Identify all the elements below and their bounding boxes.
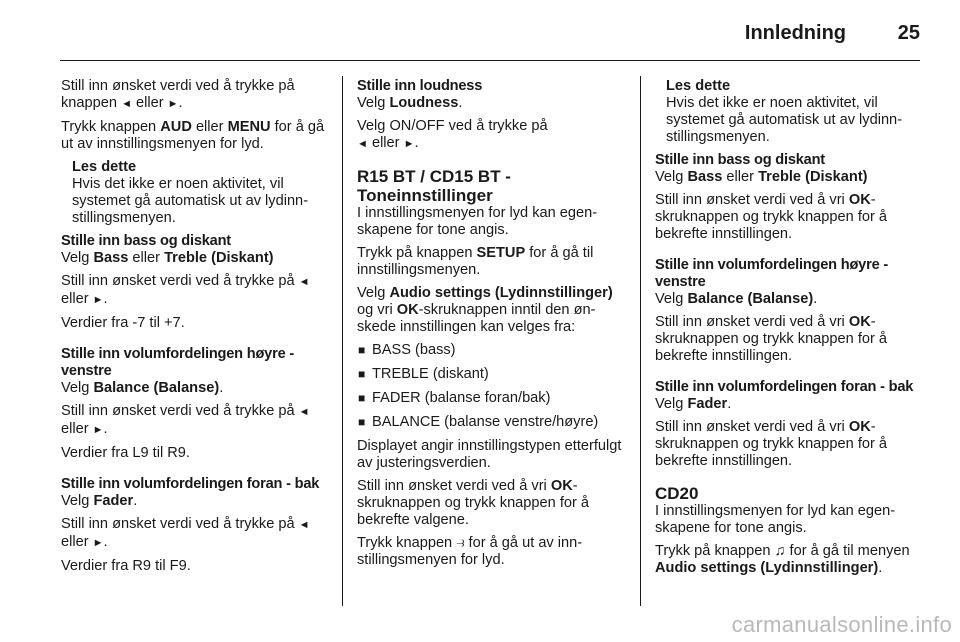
right-arrow-icon: ► bbox=[167, 98, 179, 110]
paragraph: Velg Balance (Balanse). bbox=[655, 291, 818, 307]
note-icon: ♫ bbox=[774, 543, 786, 559]
paragraph: Trykk på knappen ♫ for å gå til menyen Audio settings (Lydinnstillinger). bbox=[655, 543, 910, 576]
paragraph: Displayet angir innstillingstypen etterfulgt av justeringsverdien. bbox=[357, 438, 622, 471]
right-arrow-icon: ► bbox=[92, 537, 104, 549]
paragraph: Still inn ønsket verdi ved å vri OK-skruknappen og trykk knappen for å bekrefte innstillingen. bbox=[655, 314, 888, 364]
right-arrow-icon: ► bbox=[92, 424, 104, 436]
bullet-icon: ■ bbox=[358, 367, 366, 381]
list-item: ■ BASS (bass) bbox=[358, 342, 456, 358]
bullet-icon: ■ bbox=[358, 415, 366, 429]
paragraph: Trykk på knappen SETUP for å gå til innstillingsmenyen. bbox=[357, 245, 594, 278]
paragraph: I innstillingsmenyen for lyd kan egenskapene for tone angis. bbox=[655, 503, 896, 536]
note-title: Les dette bbox=[72, 159, 137, 175]
right-arrow-icon: ► bbox=[403, 138, 415, 150]
left-arrow-icon: ◄ bbox=[298, 406, 310, 418]
note-text: Hvis det ikke er noen aktivitet, vil systemet gå automatisk ut av lydinnstillingsmenyen. bbox=[72, 176, 309, 226]
list-item: ■ BALANCE (balanse venstre/høyre) bbox=[358, 414, 599, 430]
setup-key: SETUP bbox=[476, 245, 526, 261]
paragraph: Trykk knappen AUD eller MENU for å gå ut av innstillingsmenyen for lyd. bbox=[61, 119, 325, 152]
paragraph: Verdier fra L9 til R9. bbox=[61, 445, 190, 461]
column-divider bbox=[342, 76, 343, 606]
bullet-icon: ■ bbox=[358, 391, 366, 405]
paragraph: Velg Audio settings (Lydinnstillinger) og vri OK-skruknappen inntil den ønskede innstillingen kan velges fra: bbox=[357, 285, 613, 335]
subheading: Stille inn volumfordelingen høyre - venstre bbox=[61, 346, 295, 379]
paragraph: Velg Fader. bbox=[61, 493, 138, 509]
paragraph: Still inn ønsket verdi ved å trykke på ◄ eller ►. bbox=[61, 403, 310, 437]
paragraph: Velg Balance (Balanse). bbox=[61, 380, 224, 396]
left-arrow-icon: ◄ bbox=[298, 276, 310, 288]
subheading: Stille inn bass og diskant bbox=[655, 152, 825, 168]
paragraph: Verdier fra -7 til +7. bbox=[61, 315, 185, 331]
page-number: 25 bbox=[897, 22, 920, 44]
back-icon: ⥽ bbox=[456, 535, 465, 551]
bullet-icon: ■ bbox=[358, 343, 366, 357]
paragraph: Velg Bass eller Treble (Diskant) bbox=[61, 250, 274, 266]
section-heading: R15 BT / CD15 BT - Toneinnstillinger bbox=[357, 167, 511, 205]
page-header bbox=[60, 18, 920, 61]
note-title: Les dette bbox=[666, 78, 731, 94]
left-arrow-icon: ◄ bbox=[298, 519, 310, 531]
column-right bbox=[655, 78, 921, 583]
paragraph: Still inn ønsket verdi ved å trykke på ◄ eller ►. bbox=[61, 516, 310, 550]
column-left bbox=[61, 78, 327, 581]
subheading: Stille inn volumfordelingen foran - bak bbox=[61, 476, 320, 492]
paragraph: Velg Bass eller Treble (Diskant) bbox=[655, 169, 868, 185]
list-item: ■ FADER (balanse foran/bak) bbox=[358, 390, 551, 406]
menu-key: MENU bbox=[227, 119, 271, 135]
page-title: Innledning bbox=[744, 22, 846, 44]
subheading: Stille inn volumfordelingen foran - bak bbox=[655, 379, 914, 395]
section-heading: CD20 bbox=[655, 484, 699, 503]
note-text: Hvis det ikke er noen aktivitet, vil systemet gå automatisk ut av lydinnstillingsmenyen. bbox=[666, 95, 903, 145]
list-item: ■ TREBLE (diskant) bbox=[358, 366, 489, 382]
subheading: Stille inn volumfordelingen høyre - venstre bbox=[655, 257, 889, 290]
column-divider bbox=[640, 76, 641, 606]
paragraph: Still inn ønsket verdi ved å vri OK-skruknappen og trykk knappen for å bekrefte innstillingen. bbox=[655, 419, 888, 469]
column-middle bbox=[357, 78, 623, 575]
paragraph: Still inn ønsket verdi ved å trykke på knappen ◄ eller ►. bbox=[61, 78, 295, 111]
left-arrow-icon: ◄ bbox=[121, 98, 132, 110]
note bbox=[72, 159, 327, 227]
subheading: Stille inn bass og diskant bbox=[61, 233, 231, 249]
paragraph: Still inn ønsket verdi ved å vri OK-skruknappen og trykk knappen for å bekrefte valgene. bbox=[357, 478, 590, 528]
paragraph: I innstillingsmenyen for lyd kan egenskapene for tone angis. bbox=[357, 205, 598, 238]
settings-list bbox=[357, 342, 623, 431]
subheading: Stille inn loudness bbox=[357, 78, 483, 94]
paragraph: Velg ON/OFF ved å trykke på ◄ eller ►. bbox=[357, 118, 548, 151]
paragraph: Trykk knappen ⥽ for å gå ut av innstillingsmenyen for lyd. bbox=[357, 535, 583, 568]
watermark: carmanualsonline.info bbox=[731, 612, 952, 637]
paragraph: Verdier fra R9 til F9. bbox=[61, 558, 191, 574]
paragraph: Still inn ønsket verdi ved å trykke på ◄ eller ►. bbox=[61, 273, 310, 307]
left-arrow-icon: ◄ bbox=[357, 138, 368, 150]
aud-key: AUD bbox=[160, 119, 192, 135]
paragraph: Velg Fader. bbox=[655, 396, 732, 412]
paragraph: Still inn ønsket verdi ved å vri OK-skruknappen og trykk knappen for å bekrefte innstillingen. bbox=[655, 192, 888, 242]
right-arrow-icon: ► bbox=[92, 294, 104, 306]
paragraph: Velg Loudness. bbox=[357, 95, 463, 111]
note bbox=[666, 78, 921, 146]
